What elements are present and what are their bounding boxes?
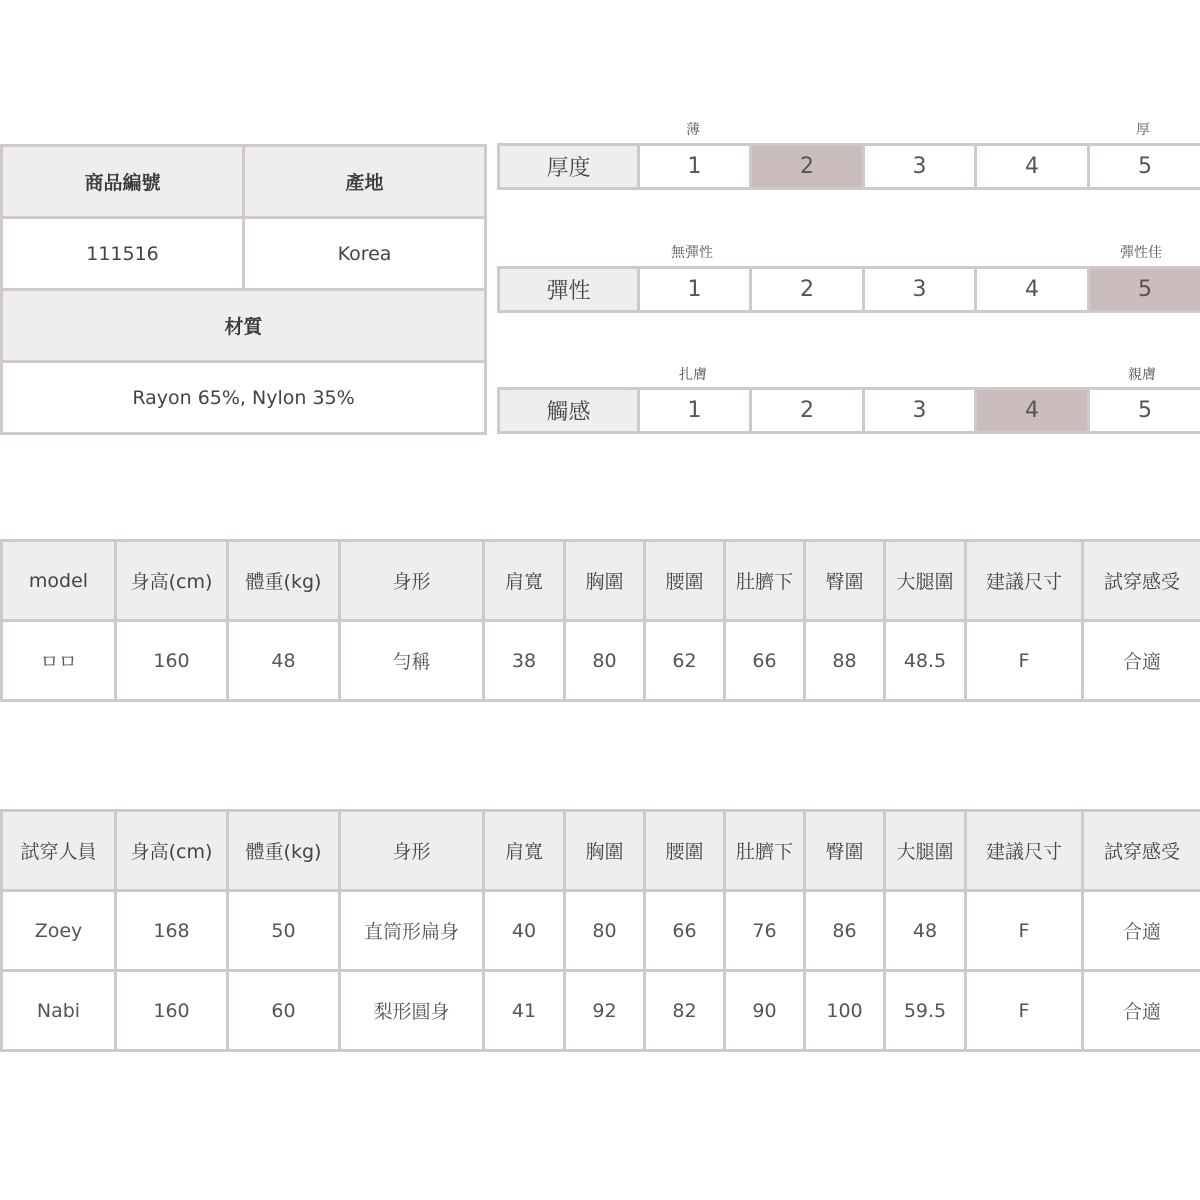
- header-cell: 胸圍: [565, 541, 645, 621]
- material-label: 材質: [2, 290, 486, 362]
- elasticity-scale: [497, 266, 1200, 313]
- table-cell: 76: [725, 891, 805, 971]
- header-cell: 身高(cm): [116, 541, 228, 621]
- model-measurement-table: [0, 539, 1200, 702]
- elasticity-max-caption: 彈性佳: [1120, 245, 1162, 261]
- texture-option-1: 1: [639, 389, 751, 433]
- elasticity-label: 彈性: [499, 268, 639, 312]
- texture-min-caption: 扎膚: [679, 367, 707, 383]
- table-cell: ㅁㅁ: [2, 621, 116, 701]
- texture-option-4: 4: [976, 389, 1089, 433]
- table-cell: F: [966, 971, 1083, 1051]
- table-cell: 60: [228, 971, 340, 1051]
- tester-measurement-table: [0, 809, 1200, 1052]
- material-value: Rayon 65%, Nylon 35%: [2, 362, 486, 434]
- table-cell: Nabi: [2, 971, 116, 1051]
- header-cell: 身形: [340, 541, 484, 621]
- table-cell: Zoey: [2, 891, 116, 971]
- table-row: [2, 621, 1200, 701]
- header-cell: 肚臍下: [725, 541, 805, 621]
- header-cell: 體重(kg): [228, 811, 340, 891]
- header-cell: 腰圍: [645, 811, 725, 891]
- table-cell: 40: [484, 891, 565, 971]
- table-row: [2, 891, 1200, 971]
- texture-option-2: 2: [751, 389, 864, 433]
- product-code-value: 111516: [2, 218, 244, 290]
- elasticity-min-caption: 無彈性: [671, 245, 713, 261]
- header-cell: 建議尺寸: [966, 541, 1083, 621]
- tester-header-row: [2, 811, 1200, 891]
- header-cell: 試穿感受: [1083, 541, 1200, 621]
- table-cell: 88: [805, 621, 885, 701]
- thickness-option-5: 5: [1089, 145, 1200, 189]
- header-cell: 臀圍: [805, 541, 885, 621]
- header-cell: 大腿圍: [885, 811, 966, 891]
- table-cell: 48.5: [885, 621, 966, 701]
- table-row: [2, 971, 1200, 1051]
- table-cell: 59.5: [885, 971, 966, 1051]
- texture-label: 觸感: [499, 389, 639, 433]
- thickness-option-1: 1: [639, 145, 751, 189]
- elasticity-option-4: 4: [976, 268, 1089, 312]
- elasticity-option-5: 5: [1089, 268, 1200, 312]
- thickness-min-caption: 薄: [686, 122, 700, 138]
- header-cell: 腰圍: [645, 541, 725, 621]
- table-cell: 92: [565, 971, 645, 1051]
- header-cell: 胸圍: [565, 811, 645, 891]
- table-cell: 100: [805, 971, 885, 1051]
- texture-scale: [497, 387, 1200, 434]
- thickness-option-3: 3: [864, 145, 976, 189]
- table-cell: 合適: [1083, 621, 1200, 701]
- table-cell: 合適: [1083, 891, 1200, 971]
- texture-option-3: 3: [864, 389, 976, 433]
- header-cell: 試穿感受: [1083, 811, 1200, 891]
- table-cell: 160: [116, 971, 228, 1051]
- header-cell: 肩寬: [484, 541, 565, 621]
- table-cell: 80: [565, 621, 645, 701]
- thickness-option-4: 4: [976, 145, 1089, 189]
- product-info-table: [0, 144, 487, 435]
- table-cell: 合適: [1083, 971, 1200, 1051]
- table-cell: 41: [484, 971, 565, 1051]
- header-cell: 肚臍下: [725, 811, 805, 891]
- header-cell: 肩寬: [484, 811, 565, 891]
- header-cell: 身高(cm): [116, 811, 228, 891]
- header-cell: 臀圍: [805, 811, 885, 891]
- table-cell: 82: [645, 971, 725, 1051]
- header-cell: model: [2, 541, 116, 621]
- table-cell: 50: [228, 891, 340, 971]
- table-cell: 168: [116, 891, 228, 971]
- texture-max-caption: 親膚: [1128, 367, 1156, 383]
- table-cell: 66: [645, 891, 725, 971]
- table-cell: F: [966, 621, 1083, 701]
- thickness-label: 厚度: [499, 145, 639, 189]
- texture-option-5: 5: [1089, 389, 1200, 433]
- table-cell: 80: [565, 891, 645, 971]
- origin-label: 產地: [244, 146, 486, 218]
- header-cell: 試穿人員: [2, 811, 116, 891]
- header-cell: 身形: [340, 811, 484, 891]
- table-cell: 90: [725, 971, 805, 1051]
- header-cell: 體重(kg): [228, 541, 340, 621]
- elasticity-option-2: 2: [751, 268, 864, 312]
- table-cell: 66: [725, 621, 805, 701]
- table-cell: F: [966, 891, 1083, 971]
- table-cell: 直筒形扁身: [340, 891, 484, 971]
- table-cell: 梨形圓身: [340, 971, 484, 1051]
- table-cell: 86: [805, 891, 885, 971]
- thickness-scale: [497, 143, 1200, 190]
- thickness-max-caption: 厚: [1136, 122, 1150, 138]
- elasticity-option-3: 3: [864, 268, 976, 312]
- header-cell: 大腿圍: [885, 541, 966, 621]
- table-cell: 勻稱: [340, 621, 484, 701]
- table-cell: 48: [228, 621, 340, 701]
- table-cell: 38: [484, 621, 565, 701]
- table-cell: 160: [116, 621, 228, 701]
- table-cell: 48: [885, 891, 966, 971]
- header-cell: 建議尺寸: [966, 811, 1083, 891]
- elasticity-option-1: 1: [639, 268, 751, 312]
- product-code-label: 商品編號: [2, 146, 244, 218]
- origin-value: Korea: [244, 218, 486, 290]
- model-header-row: [2, 541, 1200, 621]
- thickness-option-2: 2: [751, 145, 864, 189]
- table-cell: 62: [645, 621, 725, 701]
